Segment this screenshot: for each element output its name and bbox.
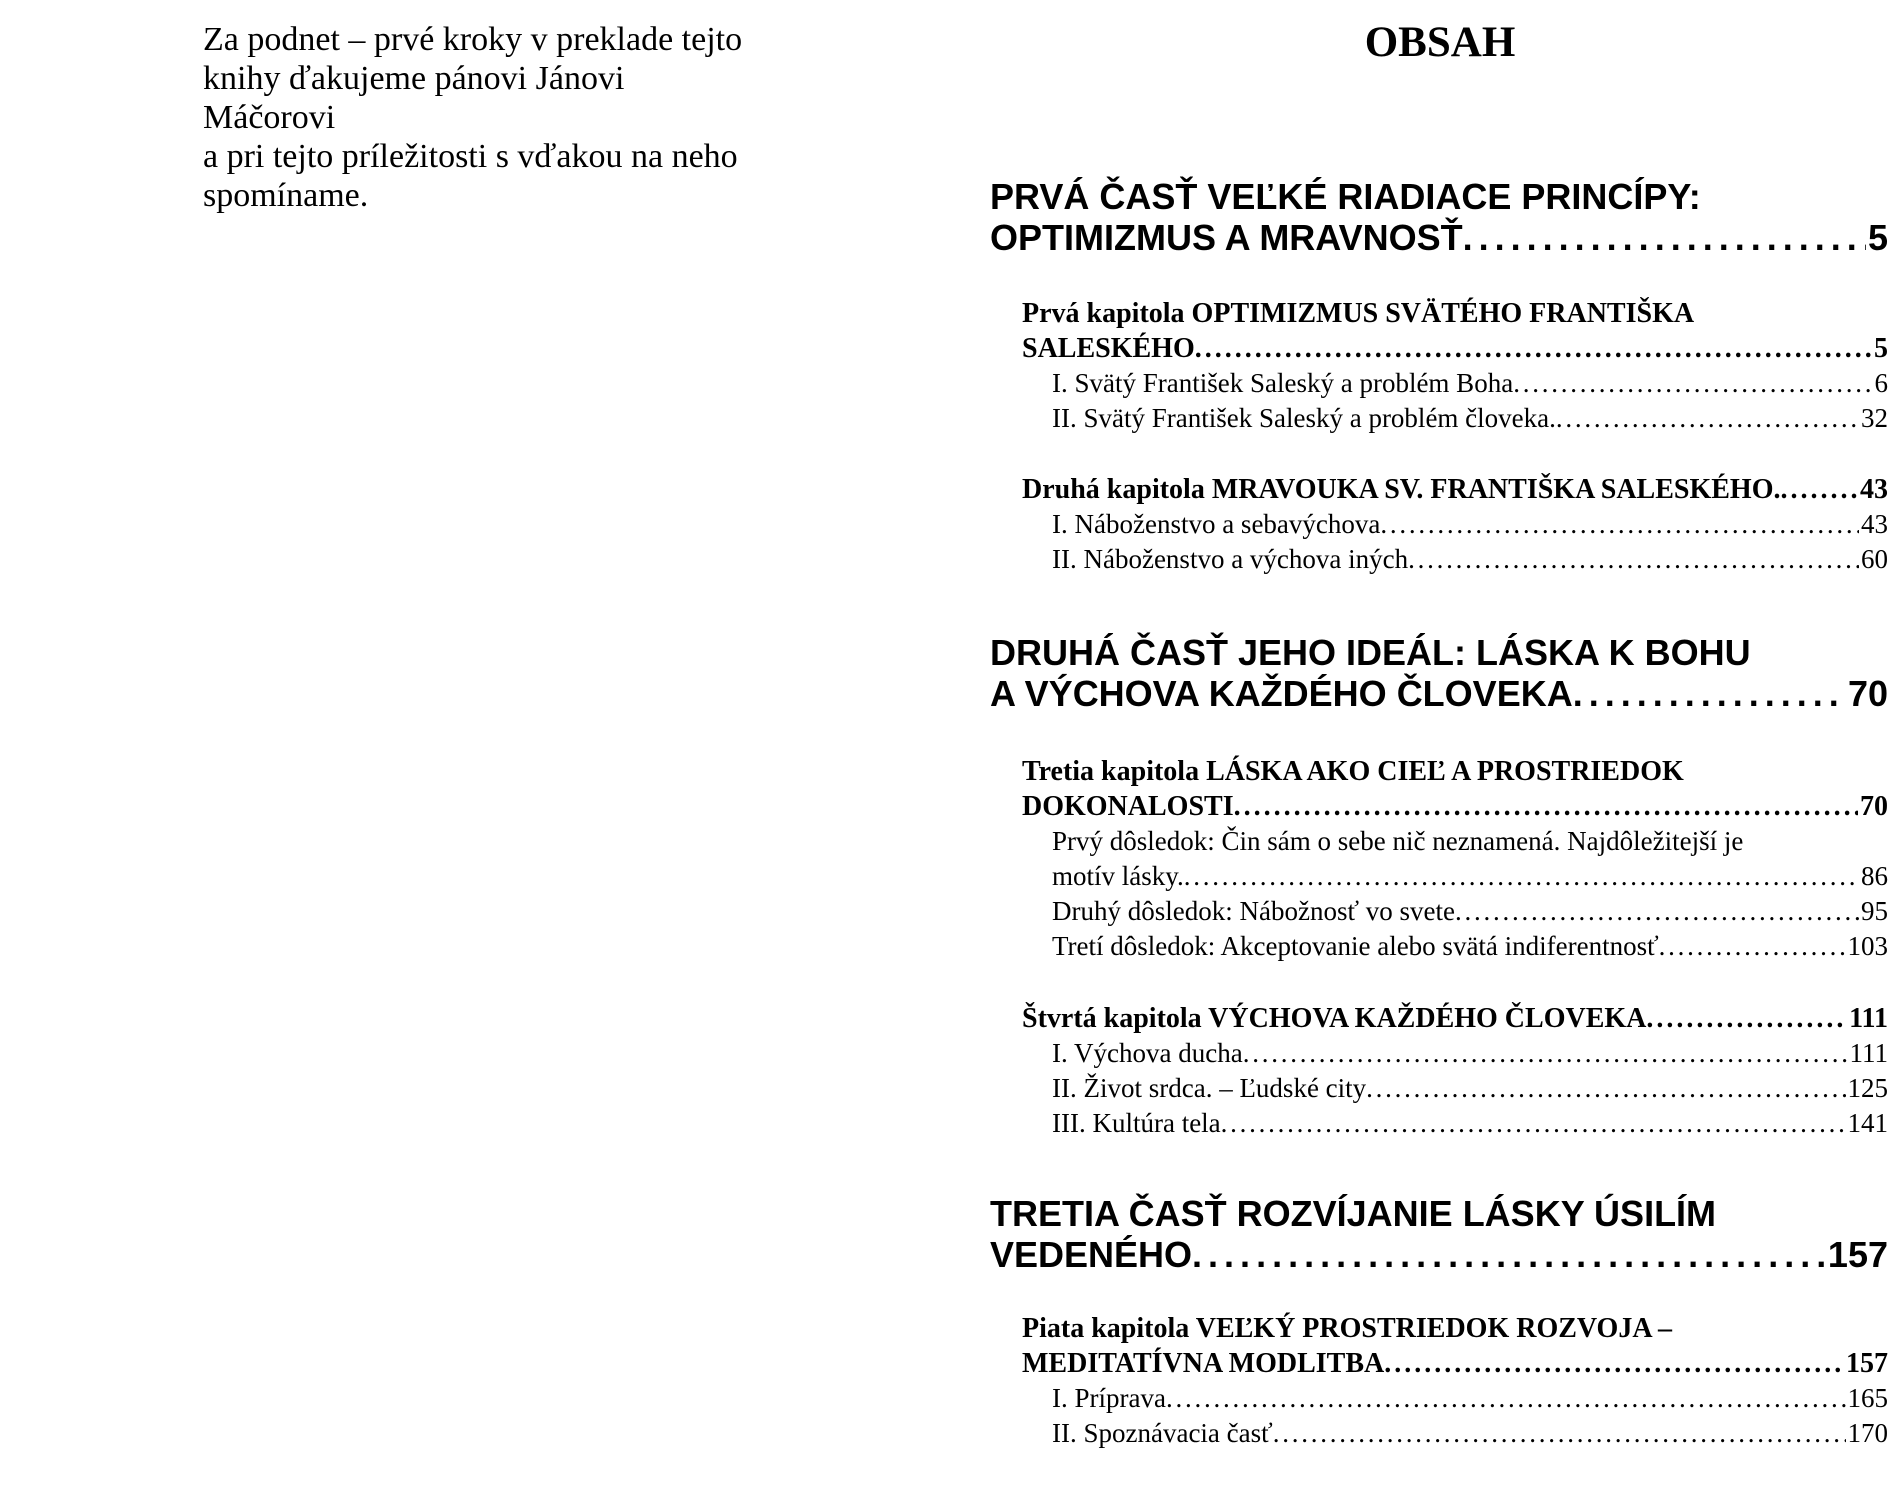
toc-entry-title: A VÝCHOVA KAŽDÉHO ČLOVEKA	[990, 673, 1573, 714]
toc-entry-part-1[interactable]	[990, 217, 1888, 259]
toc-entry-section[interactable]	[1052, 403, 1888, 434]
toc-page-number: 125	[1847, 1073, 1888, 1103]
dedication-line: knihy ďakujeme pánovi Jánovi Máčorovi	[203, 60, 625, 136]
toc-entry-chapter-1[interactable]	[1022, 333, 1888, 365]
toc-entry-title: Druhá kapitola MRAVOUKA SV. FRANTIŠKA SALESKÉHO.	[1022, 474, 1781, 505]
toc-entry-section[interactable]	[1052, 1383, 1888, 1414]
toc-page-number: 5	[1867, 217, 1888, 258]
toc-entry-title: DOKONALOSTI	[1022, 791, 1234, 822]
dot-leader	[1463, 217, 1866, 259]
toc-entry-title: II. Svätý František Saleský a problém človeka.	[1052, 403, 1556, 433]
dot-leader	[1234, 791, 1858, 823]
toc-page-number: 43	[1860, 474, 1888, 505]
dot-leader	[1243, 1038, 1848, 1069]
toc-entry-section[interactable]	[1052, 861, 1888, 892]
toc-page-number: 141	[1847, 1108, 1888, 1138]
toc-page-number: 6	[1874, 368, 1888, 398]
toc-entry-section[interactable]	[1052, 896, 1888, 927]
dot-leader	[1192, 1234, 1826, 1276]
toc-entry-title: VEDENÉHO	[990, 1234, 1193, 1275]
table-of-contents	[990, 0, 1890, 1500]
page-title: OBSAH	[1364, 19, 1516, 66]
toc-page-number: 170	[1847, 1418, 1888, 1448]
toc-entry-part-2[interactable]	[990, 673, 1888, 715]
toc-entry-title: OPTIMIZMUS A MRAVNOSŤ	[990, 217, 1463, 258]
toc-page-number: 111	[1849, 1038, 1888, 1068]
toc-entry-section[interactable]	[1052, 368, 1888, 399]
toc-entry-title: MEDITATÍVNA MODLITBA	[1022, 1348, 1385, 1379]
toc-page-number: 70	[1847, 673, 1888, 714]
toc-entry-title: II. Život srdca. – Ľudské city	[1052, 1073, 1367, 1103]
toc-page-number: 95	[1861, 896, 1888, 926]
toc-page-number: 5	[1874, 333, 1888, 364]
dot-leader	[1573, 673, 1846, 715]
toc-page-number: 103	[1847, 931, 1888, 961]
toc-page-number: 60	[1861, 544, 1888, 574]
chapter-heading-line: Prvá kapitola OPTIMIZMUS SVÄTÉHO FRANTIŠKA	[1022, 298, 1695, 329]
toc-entry-title: Druhý dôsledok: Nábožnosť vo svete	[1052, 896, 1455, 926]
dot-leader	[1184, 861, 1859, 892]
toc-entry-title: I. Náboženstvo a sebavýchova	[1052, 509, 1381, 539]
toc-entry-title: II. Náboženstvo a výchova iných	[1052, 544, 1409, 574]
toc-entry-section[interactable]	[1052, 1418, 1888, 1449]
toc-entry-chapter-4[interactable]	[1022, 1003, 1888, 1035]
chapter-heading-line: Piata kapitola VEĽKÝ PROSTRIEDOK ROZVOJA –	[1022, 1313, 1673, 1344]
toc-page-number: 86	[1861, 861, 1888, 891]
toc-entry-section[interactable]	[1052, 544, 1888, 575]
toc-entry-title: motív lásky.	[1052, 861, 1184, 891]
dot-leader	[1221, 1108, 1846, 1139]
section-heading-line: Prvý dôsledok: Čin sám o sebe nič neznamená. Najdôležitejší je	[1052, 826, 1744, 856]
toc-page-number: 70	[1860, 791, 1888, 822]
dot-leader	[1408, 544, 1859, 575]
toc-entry-part-3[interactable]	[990, 1234, 1888, 1276]
toc-page-number: 165	[1847, 1383, 1888, 1413]
dot-leader	[1455, 896, 1859, 927]
toc-entry-title: I. Príprava	[1052, 1383, 1166, 1413]
dot-leader	[1366, 1073, 1845, 1104]
part-heading-line: TRETIA ČASŤ ROZVÍJANIE LÁSKY ÚSILÍM	[990, 1193, 1717, 1234]
toc-entry-section[interactable]	[1052, 509, 1888, 540]
toc-page-number: 32	[1861, 403, 1888, 433]
toc-page-number: 43	[1861, 509, 1888, 539]
toc-entry-title: II. Spoznávacia časť	[1052, 1418, 1273, 1448]
toc-page-number: 157	[1846, 1348, 1888, 1379]
dot-leader	[1646, 1003, 1847, 1035]
toc-page-number: 111	[1849, 1003, 1888, 1034]
toc-entry-section[interactable]	[1052, 1073, 1888, 1104]
toc-entry-chapter-5[interactable]	[1022, 1348, 1888, 1380]
part-heading-line: DRUHÁ ČASŤ JEHO IDEÁL: LÁSKA K BOHU	[990, 632, 1751, 673]
toc-entry-section[interactable]	[1052, 1108, 1888, 1139]
chapter-heading-line: Tretia kapitola LÁSKA AKO CIEĽ A PROSTRIEDOK	[1022, 756, 1684, 787]
toc-entry-title: III. Kultúra tela	[1052, 1108, 1221, 1138]
dedication-line: Za podnet – prvé kroky v preklade tejto	[203, 21, 743, 58]
toc-entry-title: I. Výchova ducha	[1052, 1038, 1243, 1068]
toc-entry-title: SALESKÉHO	[1022, 333, 1195, 364]
dedication-line: a pri tejto príležitosti s vďakou na neho	[203, 138, 738, 175]
dot-leader	[1273, 1418, 1846, 1449]
toc-entry-title: Tretí dôsledok: Akceptovanie alebo svätá indiferentnosť	[1052, 931, 1659, 961]
toc-entry-chapter-2[interactable]	[1022, 474, 1888, 506]
dot-leader	[1380, 509, 1859, 540]
toc-entry-section[interactable]	[1052, 1038, 1888, 1069]
dot-leader	[1780, 474, 1858, 506]
toc-entry-chapter-3[interactable]	[1022, 791, 1888, 823]
dot-leader	[1556, 403, 1859, 434]
toc-entry-section[interactable]	[1052, 931, 1888, 962]
dot-leader	[1513, 368, 1872, 399]
dedication-note	[203, 20, 763, 215]
dot-leader	[1384, 1348, 1844, 1380]
dot-leader	[1166, 1383, 1846, 1414]
dedication-line: spomíname.	[203, 177, 369, 214]
dot-leader	[1659, 931, 1846, 962]
part-heading-line: PRVÁ ČASŤ VEĽKÉ RIADIACE PRINCÍPY:	[990, 176, 1701, 217]
toc-entry-title: I. Svätý František Saleský a problém Boha	[1052, 368, 1514, 398]
dot-leader	[1195, 333, 1872, 365]
toc-entry-title: Štvrtá kapitola VÝCHOVA KAŽDÉHO ČLOVEKA	[1022, 1003, 1647, 1034]
toc-page-number: 157	[1827, 1234, 1888, 1275]
